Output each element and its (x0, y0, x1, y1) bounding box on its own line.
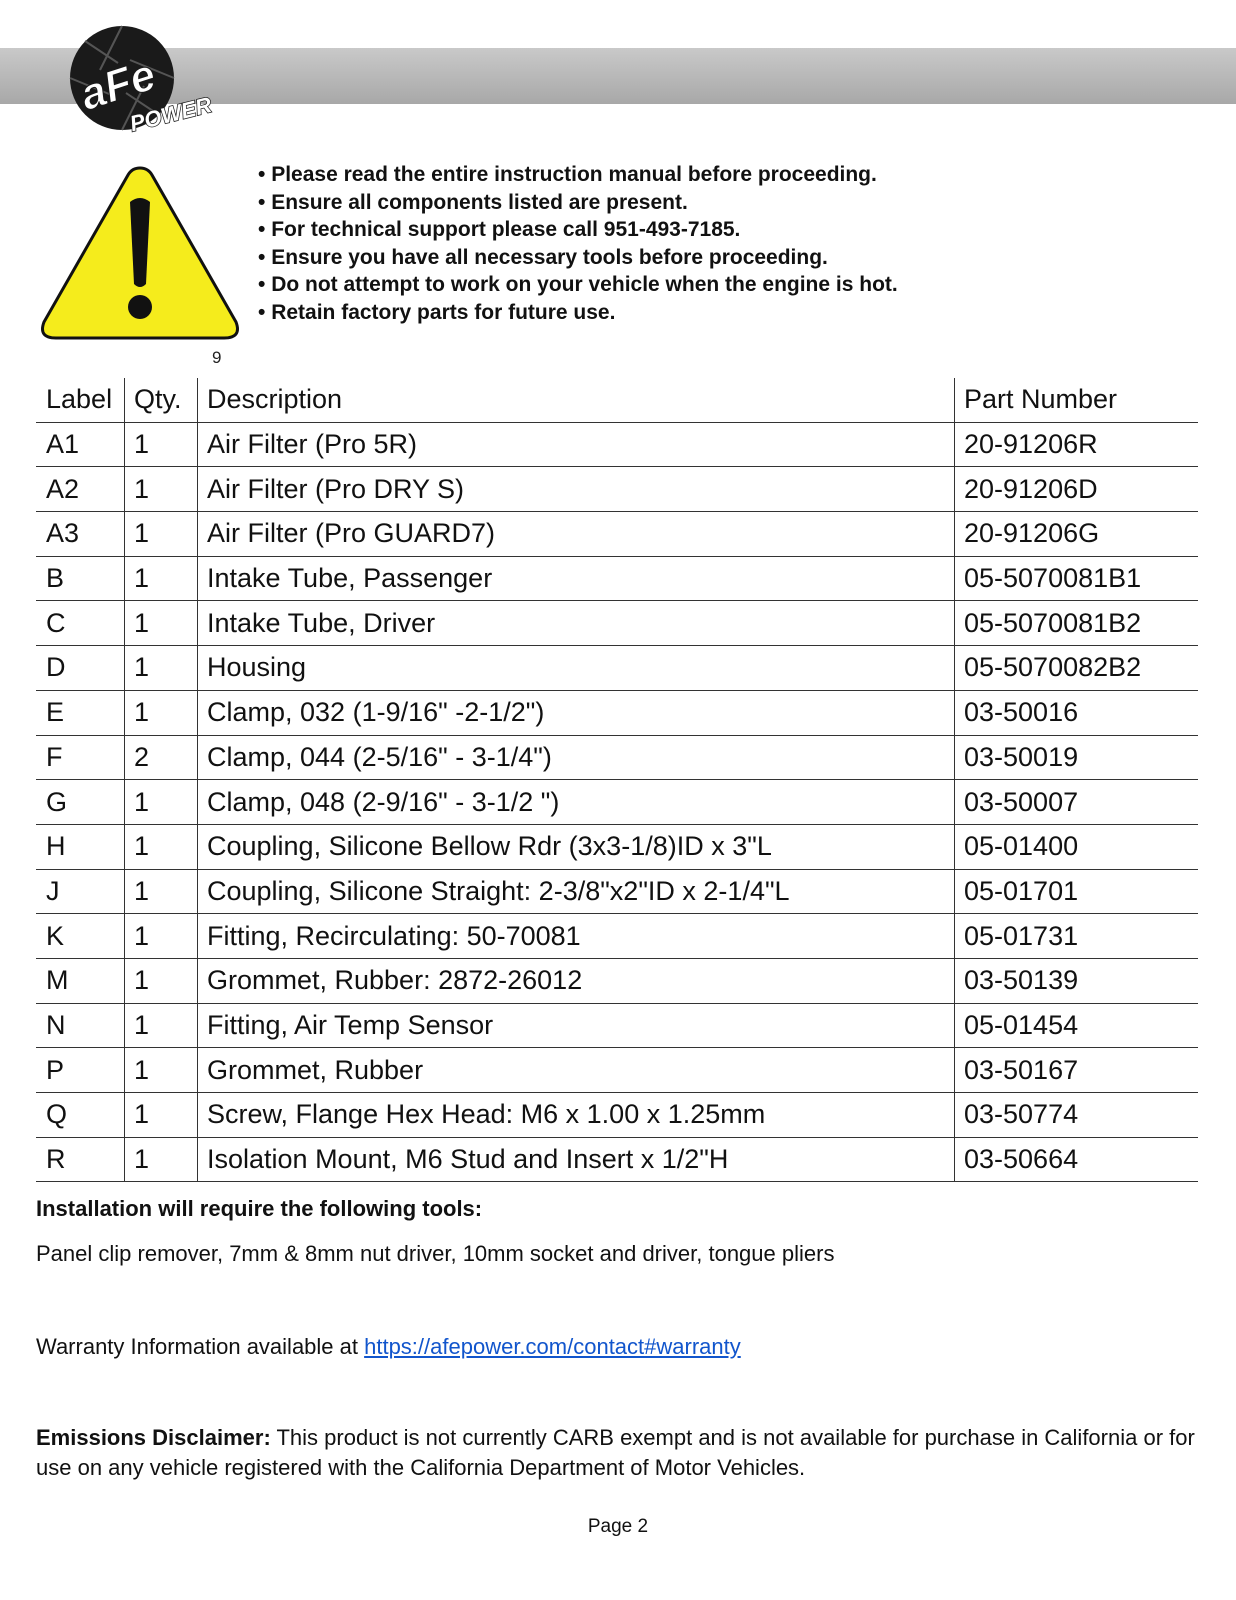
header-description: Description (198, 378, 955, 422)
header-part-number: Part Number (955, 378, 1199, 422)
cell-qty: 1 (125, 556, 198, 601)
cell-part-number: 03-50664 (955, 1137, 1199, 1182)
parts-table (36, 378, 1198, 1182)
cell-description: Screw, Flange Hex Head: M6 x 1.00 x 1.25mm (198, 1093, 955, 1138)
cell-description: Clamp, 032 (1-9/16" -2-1/2") (198, 690, 955, 735)
cell-qty: 1 (125, 467, 198, 512)
cell-description: Fitting, Air Temp Sensor (198, 1003, 955, 1048)
cell-label: E (36, 690, 125, 735)
cell-description: Fitting, Recirculating: 50-70081 (198, 914, 955, 959)
cell-label: J (36, 869, 125, 914)
table-row (36, 512, 1198, 557)
cell-description: Grommet, Rubber (198, 1048, 955, 1093)
cell-part-number: 03-50167 (955, 1048, 1199, 1093)
cell-label: H (36, 824, 125, 869)
page-number: Page 2 (587, 1516, 649, 1537)
cell-part-number: 05-01701 (955, 869, 1199, 914)
cell-label: Q (36, 1093, 125, 1138)
table-header-row (36, 378, 1198, 422)
cell-label: P (36, 1048, 125, 1093)
cell-description: Housing (198, 646, 955, 691)
header-qty: Qty. (125, 378, 198, 422)
cell-description: Grommet, Rubber: 2872-26012 (198, 958, 955, 1003)
table-row (36, 690, 1198, 735)
table-row (36, 646, 1198, 691)
cell-label: R (36, 1137, 125, 1182)
cell-qty: 1 (125, 1137, 198, 1182)
figure-number: 9 (212, 348, 222, 367)
cell-part-number: 03-50139 (955, 958, 1199, 1003)
notice-item: • Do not attempt to work on your vehicle when the engine is hot. (258, 271, 898, 299)
notice-item: • Ensure you have all necessary tools before proceeding. (258, 244, 898, 272)
cell-label: A2 (36, 467, 125, 512)
cell-label: K (36, 914, 125, 959)
warranty-prefix: Warranty Information available at (36, 1334, 365, 1359)
table-row (36, 556, 1198, 601)
cell-description: Intake Tube, Driver (198, 601, 955, 646)
cell-part-number: 03-50016 (955, 690, 1199, 735)
cell-qty: 1 (125, 1048, 198, 1093)
table-row (36, 601, 1198, 646)
cell-description: Coupling, Silicone Bellow Rdr (3x3-1/8)ID x 3"L (198, 824, 955, 869)
table-row (36, 422, 1198, 467)
parts-table-body (36, 422, 1198, 1182)
tools-list: Panel clip remover, 7mm & 8mm nut driver, 10mm socket and driver, tongue pliers (36, 1241, 835, 1266)
cell-label: B (36, 556, 125, 601)
cell-qty: 1 (125, 422, 198, 467)
cell-qty: 2 (125, 735, 198, 780)
cell-label: N (36, 1003, 125, 1048)
cell-part-number: 03-50019 (955, 735, 1199, 780)
cell-qty: 1 (125, 914, 198, 959)
cell-label: D (36, 646, 125, 691)
table-row (36, 914, 1198, 959)
cell-part-number: 20-91206R (955, 422, 1199, 467)
safety-notices (258, 161, 898, 326)
cell-part-number: 03-50007 (955, 780, 1199, 825)
cell-part-number: 05-01400 (955, 824, 1199, 869)
cell-description: Air Filter (Pro GUARD7) (198, 512, 955, 557)
cell-part-number: 05-5070081B2 (955, 601, 1199, 646)
table-row (36, 1048, 1198, 1093)
afe-power-logo (60, 18, 250, 138)
cell-part-number: 05-01731 (955, 914, 1199, 959)
table-row (36, 869, 1198, 914)
cell-label: M (36, 958, 125, 1003)
cell-part-number: 03-50774 (955, 1093, 1199, 1138)
logo-subtext: POWER (127, 92, 215, 137)
cell-qty: 1 (125, 512, 198, 557)
cell-qty: 1 (125, 824, 198, 869)
disclaimer-label: Emissions Disclaimer: (36, 1425, 271, 1450)
cell-qty: 1 (125, 601, 198, 646)
cell-part-number: 20-91206G (955, 512, 1199, 557)
emissions-disclaimer (36, 1423, 1196, 1483)
cell-description: Coupling, Silicone Straight: 2-3/8"x2"ID x 2-1/4"L (198, 869, 955, 914)
table-row (36, 780, 1198, 825)
warning-triangle-icon (36, 162, 244, 344)
cell-label: A1 (36, 422, 125, 467)
cell-description: Clamp, 044 (2-5/16" - 3-1/4") (198, 735, 955, 780)
table-row (36, 467, 1198, 512)
cell-label: C (36, 601, 125, 646)
cell-qty: 1 (125, 869, 198, 914)
cell-description: Air Filter (Pro DRY S) (198, 467, 955, 512)
cell-label: A3 (36, 512, 125, 557)
notice-item: • Please read the entire instruction manual before proceeding. (258, 161, 898, 189)
table-row (36, 824, 1198, 869)
cell-qty: 1 (125, 1003, 198, 1048)
table-row (36, 1137, 1198, 1182)
warranty-link[interactable]: https://afepower.com/contact#warranty (364, 1334, 741, 1359)
cell-label: F (36, 735, 125, 780)
warranty-info (36, 1334, 741, 1360)
cell-description: Clamp, 048 (2-9/16" - 3-1/2 ") (198, 780, 955, 825)
notice-item: • For technical support please call 951-493-7185. (258, 216, 898, 244)
table-row (36, 1093, 1198, 1138)
logo-text: aFe (74, 50, 162, 121)
cell-qty: 1 (125, 646, 198, 691)
cell-part-number: 20-91206D (955, 467, 1199, 512)
cell-qty: 1 (125, 958, 198, 1003)
cell-part-number: 05-5070081B1 (955, 556, 1199, 601)
disclaimer-text: This product is not currently CARB exempt and is not available for purchase in California or for use on any vehicle registered with the California Department of Motor Vehicles. (36, 1425, 1195, 1480)
cell-part-number: 05-01454 (955, 1003, 1199, 1048)
table-row (36, 958, 1198, 1003)
cell-qty: 1 (125, 690, 198, 735)
cell-qty: 1 (125, 1093, 198, 1138)
cell-part-number: 05-5070082B2 (955, 646, 1199, 691)
cell-description: Air Filter (Pro 5R) (198, 422, 955, 467)
cell-qty: 1 (125, 780, 198, 825)
tools-heading: Installation will require the following tools: (36, 1196, 483, 1221)
notice-item: • Retain factory parts for future use. (258, 299, 898, 327)
cell-label: G (36, 780, 125, 825)
cell-description: Isolation Mount, M6 Stud and Insert x 1/2"H (198, 1137, 955, 1182)
table-row (36, 735, 1198, 780)
header-label: Label (36, 378, 125, 422)
notice-item: • Ensure all components listed are present. (258, 189, 898, 217)
table-row (36, 1003, 1198, 1048)
cell-description: Intake Tube, Passenger (198, 556, 955, 601)
